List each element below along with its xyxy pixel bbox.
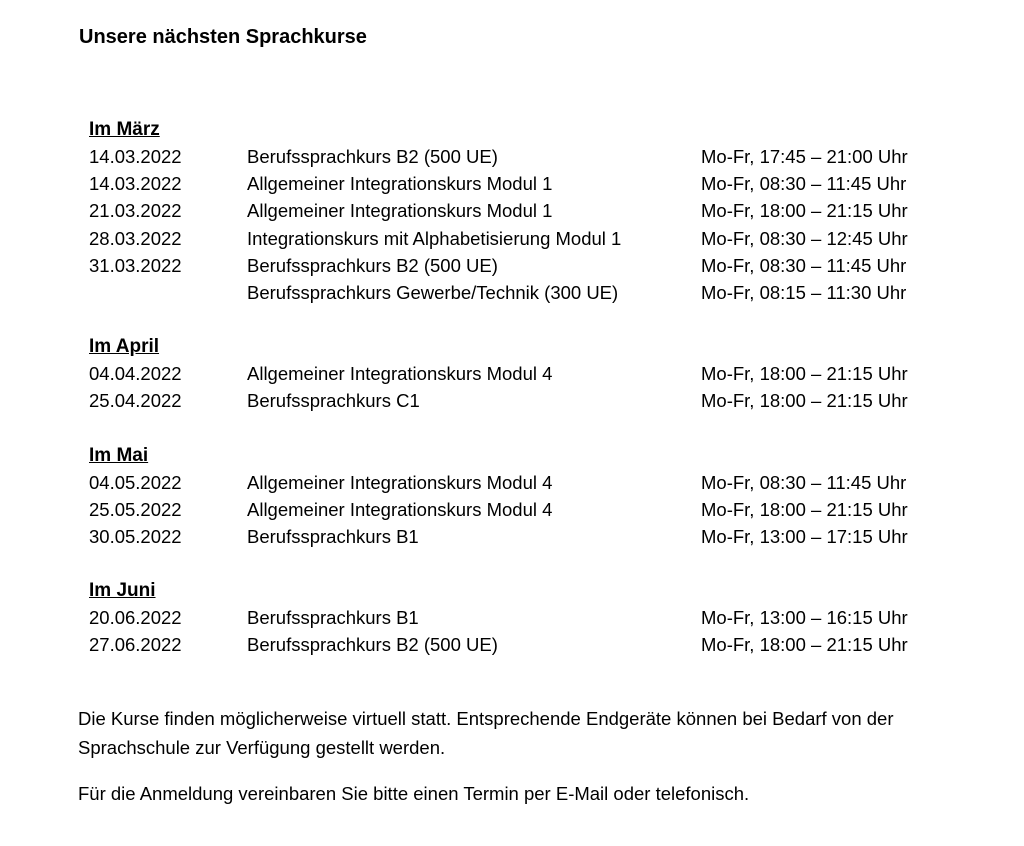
course-name: Integrationskurs mit Alphabetisierung Modul 1 bbox=[247, 227, 622, 249]
course-name: Berufssprachkurs B1 bbox=[247, 607, 419, 629]
course-row bbox=[89, 170, 989, 197]
course-name: Berufssprachkurs B2 (500 UE) bbox=[247, 254, 498, 276]
course-date: 30.05.2022 bbox=[89, 525, 182, 547]
course-time: Mo-Fr, 18:00 – 21:15 Uhr bbox=[701, 363, 908, 385]
course-time: Mo-Fr, 18:00 – 21:15 Uhr bbox=[701, 498, 908, 520]
course-date: 21.03.2022 bbox=[89, 200, 182, 222]
course-time: Mo-Fr, 18:00 – 21:15 Uhr bbox=[701, 390, 908, 412]
course-time: Mo-Fr, 08:30 – 11:45 Uhr bbox=[701, 254, 907, 276]
registration-note: Für die Anmeldung vereinbaren Sie bitte einen Termin per E-Mail oder telefonisch. bbox=[78, 783, 750, 804]
course-name: Allgemeiner Integrationskurs Modul 4 bbox=[247, 498, 553, 520]
course-row bbox=[89, 225, 989, 252]
course-name: Allgemeiner Integrationskurs Modul 1 bbox=[247, 173, 553, 195]
month-heading: Im März bbox=[89, 119, 160, 140]
course-date: 14.03.2022 bbox=[89, 146, 182, 167]
month-section-april bbox=[89, 333, 989, 414]
course-date: 14.03.2022 bbox=[89, 173, 182, 195]
course-time: Mo-Fr, 08:30 – 11:45 Uhr bbox=[701, 471, 907, 493]
course-date: 04.05.2022 bbox=[89, 471, 182, 493]
course-row bbox=[89, 604, 989, 631]
course-name: Berufssprachkurs C1 bbox=[247, 390, 420, 412]
course-name: Allgemeiner Integrationskurs Modul 4 bbox=[247, 471, 553, 493]
course-time: Mo-Fr, 13:00 – 17:15 Uhr bbox=[701, 525, 908, 547]
course-date: 27.06.2022 bbox=[89, 634, 182, 656]
course-name: Berufssprachkurs B1 bbox=[247, 525, 419, 547]
course-date: 04.04.2022 bbox=[89, 363, 182, 385]
course-name: Allgemeiner Integrationskurs Modul 1 bbox=[247, 200, 553, 222]
course-time: Mo-Fr, 18:00 – 21:15 Uhr bbox=[701, 634, 908, 656]
course-row bbox=[89, 279, 989, 306]
course-row bbox=[89, 469, 989, 496]
course-time: Mo-Fr, 13:00 – 16:15 Uhr bbox=[701, 607, 908, 629]
course-date: 31.03.2022 bbox=[89, 254, 182, 276]
course-time: Mo-Fr, 08:30 – 11:45 Uhr bbox=[701, 173, 907, 195]
month-heading: Im Mai bbox=[89, 444, 149, 466]
month-heading: Im April bbox=[89, 336, 160, 358]
course-row bbox=[89, 387, 989, 414]
course-time: Mo-Fr, 08:30 – 12:45 Uhr bbox=[701, 227, 908, 249]
course-row bbox=[89, 496, 989, 523]
month-section-maerz bbox=[89, 116, 989, 306]
course-name: Berufssprachkurs B2 (500 UE) bbox=[247, 634, 498, 656]
course-row bbox=[89, 252, 989, 279]
month-section-mai bbox=[89, 442, 989, 551]
course-name: Allgemeiner Integrationskurs Modul 4 bbox=[247, 363, 553, 385]
virtual-course-note: Die Kurse finden möglicherweise virtuell statt. Entsprechende Endgeräte können bei Bedarf von der Sprachschule zur Verfügung gestellt werden. bbox=[78, 708, 894, 758]
month-section-juni bbox=[89, 577, 989, 658]
course-date: 20.06.2022 bbox=[89, 607, 182, 629]
course-row bbox=[89, 197, 989, 224]
course-name: Berufssprachkurs B2 (500 UE) bbox=[247, 146, 498, 167]
course-date: 28.03.2022 bbox=[89, 227, 182, 249]
course-row bbox=[89, 631, 989, 658]
course-row bbox=[89, 360, 989, 387]
course-date: 25.05.2022 bbox=[89, 498, 182, 520]
course-time: Mo-Fr, 17:45 – 21:00 Uhr bbox=[701, 146, 908, 167]
course-name: Berufssprachkurs Gewerbe/Technik (300 UE) bbox=[247, 281, 619, 303]
month-heading: Im Juni bbox=[89, 580, 156, 602]
page-title: Unsere nächsten Sprachkurse bbox=[79, 26, 367, 48]
course-row bbox=[89, 143, 989, 170]
course-time: Mo-Fr, 08:15 – 11:30 Uhr bbox=[701, 281, 907, 303]
course-time: Mo-Fr, 18:00 – 21:15 Uhr bbox=[701, 200, 908, 222]
course-date: 25.04.2022 bbox=[89, 390, 182, 412]
course-row bbox=[89, 523, 989, 550]
course-schedule bbox=[89, 116, 989, 658]
